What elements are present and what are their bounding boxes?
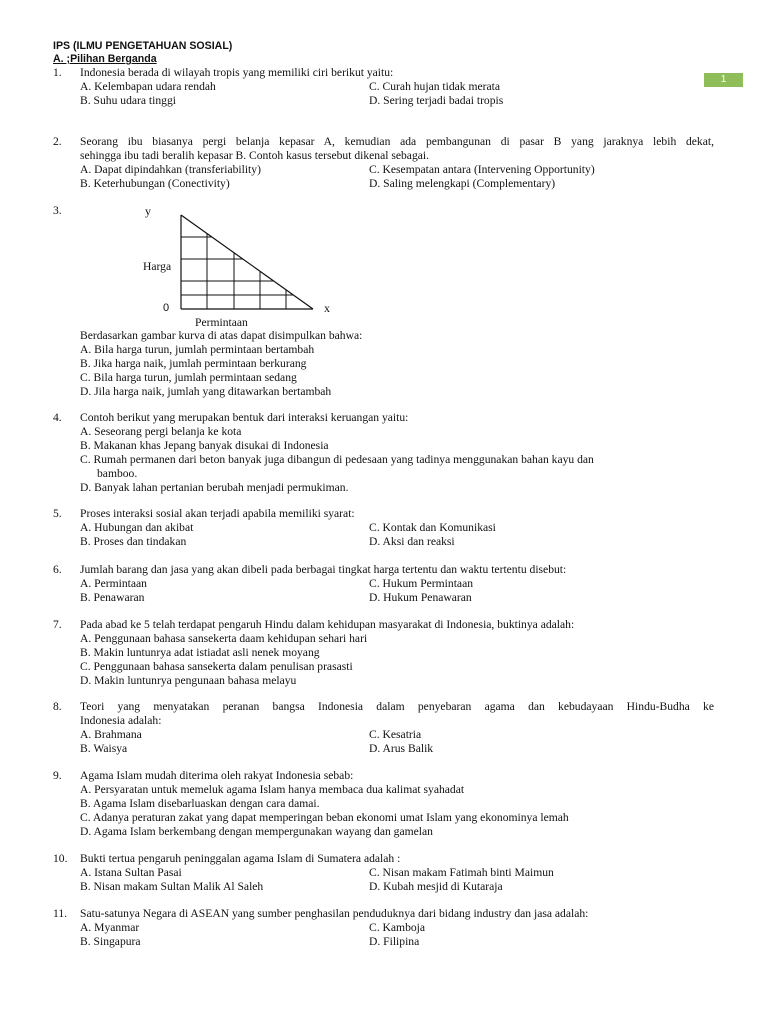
question-stem: Berdasarkan gambar kurva di atas dapat disimpulkan bahwa: [80,329,363,342]
option-c[interactable]: C. Kamboja [369,921,426,934]
question-stem-line-2: sehingga ibu tadi beralih kepasar B. Contoh kasus tersebut dikenal sebagai. [80,149,430,162]
question-number: 2. [53,135,62,148]
question-stem-line-2: Indonesia adalah: [80,714,162,727]
option-c[interactable]: C. Hukum Permintaan [369,577,474,590]
option-a[interactable]: A. Bila harga turun, jumlah permintaan bertambah [80,343,315,356]
option-c[interactable]: C. Kesempatan antara (Intervening Opportunity) [369,163,595,176]
x-axis-label: x [324,301,330,315]
option-c[interactable]: C. Rumah permanen dari beton banyak juga dibangun di pedesaan yang tadinya menggunakan bahan kayu dan [80,453,594,466]
option-d[interactable]: D. Aksi dan reaksi [369,535,455,548]
option-a[interactable]: A. Brahmana [80,728,142,741]
option-c[interactable]: C. Penggunaan bahasa sansekerta dalam penulisan prasasti [80,660,353,673]
question-number: 9. [53,769,62,782]
document-title: IPS (ILMU PENGETAHUAN SOSIAL) [53,40,233,52]
option-b[interactable]: B. Singapura [80,935,141,948]
option-d[interactable]: D. Jila harga naik, jumlah yang ditawarkan bertambah [80,385,332,398]
option-d[interactable]: D. Makin luntunrya pengunaan bahasa melayu [80,674,297,687]
option-a[interactable]: A. Istana Sultan Pasai [80,866,182,879]
option-d[interactable]: D. Saling melengkapi (Complementary) [369,177,556,190]
question-number: 10. [53,852,68,865]
question-number: 1. [53,66,62,79]
option-b[interactable]: B. Penawaran [80,591,145,604]
option-c[interactable]: C. Nisan makam Fatimah binti Maimun [369,866,554,879]
option-d[interactable]: D. Agama Islam berkembang dengan mempergunakan wayang dan gamelan [80,825,433,838]
y-axis-label: y [145,204,151,218]
question-stem: Jumlah barang dan jasa yang akan dibeli pada berbagai tingkat harga tertentu dan waktu tertentu disebut: [80,563,567,576]
question-stem: Satu-satunya Negara di ASEAN yang sumber penghasilan penduduknya dari bidang industry dan jasa adalah: [80,907,589,920]
option-c[interactable]: C. Adanya peraturan zakat yang dapat memperingan beban ekonomi umat Islam yang ekonominya lemah [80,811,569,824]
grid-lines [181,233,293,309]
page-number-badge: 1 [704,73,743,87]
question-stem-line-1: Seorang ibu biasanya pergi belanja kepasar A, kemudian ada pembangunan di pasar B yang jaraknya lebih dekat, [80,135,714,148]
question-stem-line-1: Teori yang menyatakan peranan bangsa Indonesia dalam penyebaran agama dan kebudayaan Hindu-Budha ke [80,700,714,713]
question-stem: Indonesia berada di wilayah tropis yang memiliki ciri berikut yaitu: [80,66,394,79]
option-d[interactable]: D. Kubah mesjid di Kutaraja [369,880,503,893]
option-b[interactable]: B. Nisan makam Sultan Malik Al Saleh [80,880,264,893]
option-b[interactable]: B. Proses dan tindakan [80,535,187,548]
option-a[interactable]: A. Penggunaan bahasa sansekerta daam kehidupan sehari hari [80,632,368,645]
option-c[interactable]: C. Curah hujan tidak merata [369,80,501,93]
option-d[interactable]: D. Hukum Penawaran [369,591,472,604]
option-b[interactable]: B. Jika harga naik, jumlah permintaan berkurang [80,357,307,370]
option-c[interactable]: C. Bila harga turun, jumlah permintaan sedang [80,371,297,384]
option-c[interactable]: C. Kontak dan Komunikasi [369,521,496,534]
option-b[interactable]: B. Makanan khas Jepang banyak disukai di Indonesia [80,439,329,452]
question-number: 4. [53,411,62,424]
option-a[interactable]: A. Myanmar [80,921,140,934]
option-a[interactable]: A. Hubungan dan akibat [80,521,194,534]
option-d[interactable]: D. Sering terjadi badai tropis [369,94,504,107]
question-stem: Contoh berikut yang merupakan bentuk dari interaksi keruangan yaitu: [80,411,409,424]
question-number: 8. [53,700,62,713]
option-a[interactable]: A. Persyaratan untuk memeluk agama Islam hanya membaca dua kalimat syahadat [80,783,465,796]
option-d[interactable]: D. Arus Balik [369,742,434,755]
question-number: 6. [53,563,62,576]
question-stem: Proses interaksi sosial akan terjadi apabila memiliki syarat: [80,507,355,520]
price-label: Harga [143,260,172,273]
question-number: 5. [53,507,62,520]
option-c-continued: bamboo. [97,467,138,480]
question-number: 3. [53,204,62,217]
question-stem: Pada abad ke 5 telah terdapat pengaruh Hindu dalam kehidupan masyarakat di Indonesia, buktinya adalah: [80,618,575,631]
option-d[interactable]: D. Banyak lahan pertanian berubah menjadi permukiman. [80,481,349,494]
option-b[interactable]: B. Keterhubungan (Conectivity) [80,177,230,190]
question-stem: Agama Islam mudah diterima oleh rakyat Indonesia sebab: [80,769,354,782]
demand-curve-graph [140,200,340,330]
option-a[interactable]: A. Seseorang pergi belanja ke kota [80,425,242,438]
question-stem: Bukti tertua pengaruh peninggalan agama Islam di Sumatera adalah : [80,852,401,865]
question-number: 11. [53,907,68,920]
demand-label: Permintaan [195,316,248,329]
option-a[interactable]: A. Permintaan [80,577,147,590]
option-b[interactable]: B. Agama Islam disebarluaskan dengan cara damai. [80,797,320,810]
option-b[interactable]: B. Waisya [80,742,128,755]
option-d[interactable]: D. Filipina [369,935,420,948]
section-heading: A. ;Pilihan Berganda [53,53,157,65]
option-c[interactable]: C. Kesatria [369,728,422,741]
option-a[interactable]: A. Kelembapan udara rendah [80,80,216,93]
origin-label: 0 [163,302,170,314]
option-b[interactable]: B. Suhu udara tinggi [80,94,176,107]
question-number: 7. [53,618,62,631]
option-b[interactable]: B. Makin luntunrya adat istiadat asli nenek moyang [80,646,320,659]
option-a[interactable]: A. Dapat dipindahkan (transferiability) [80,163,261,176]
